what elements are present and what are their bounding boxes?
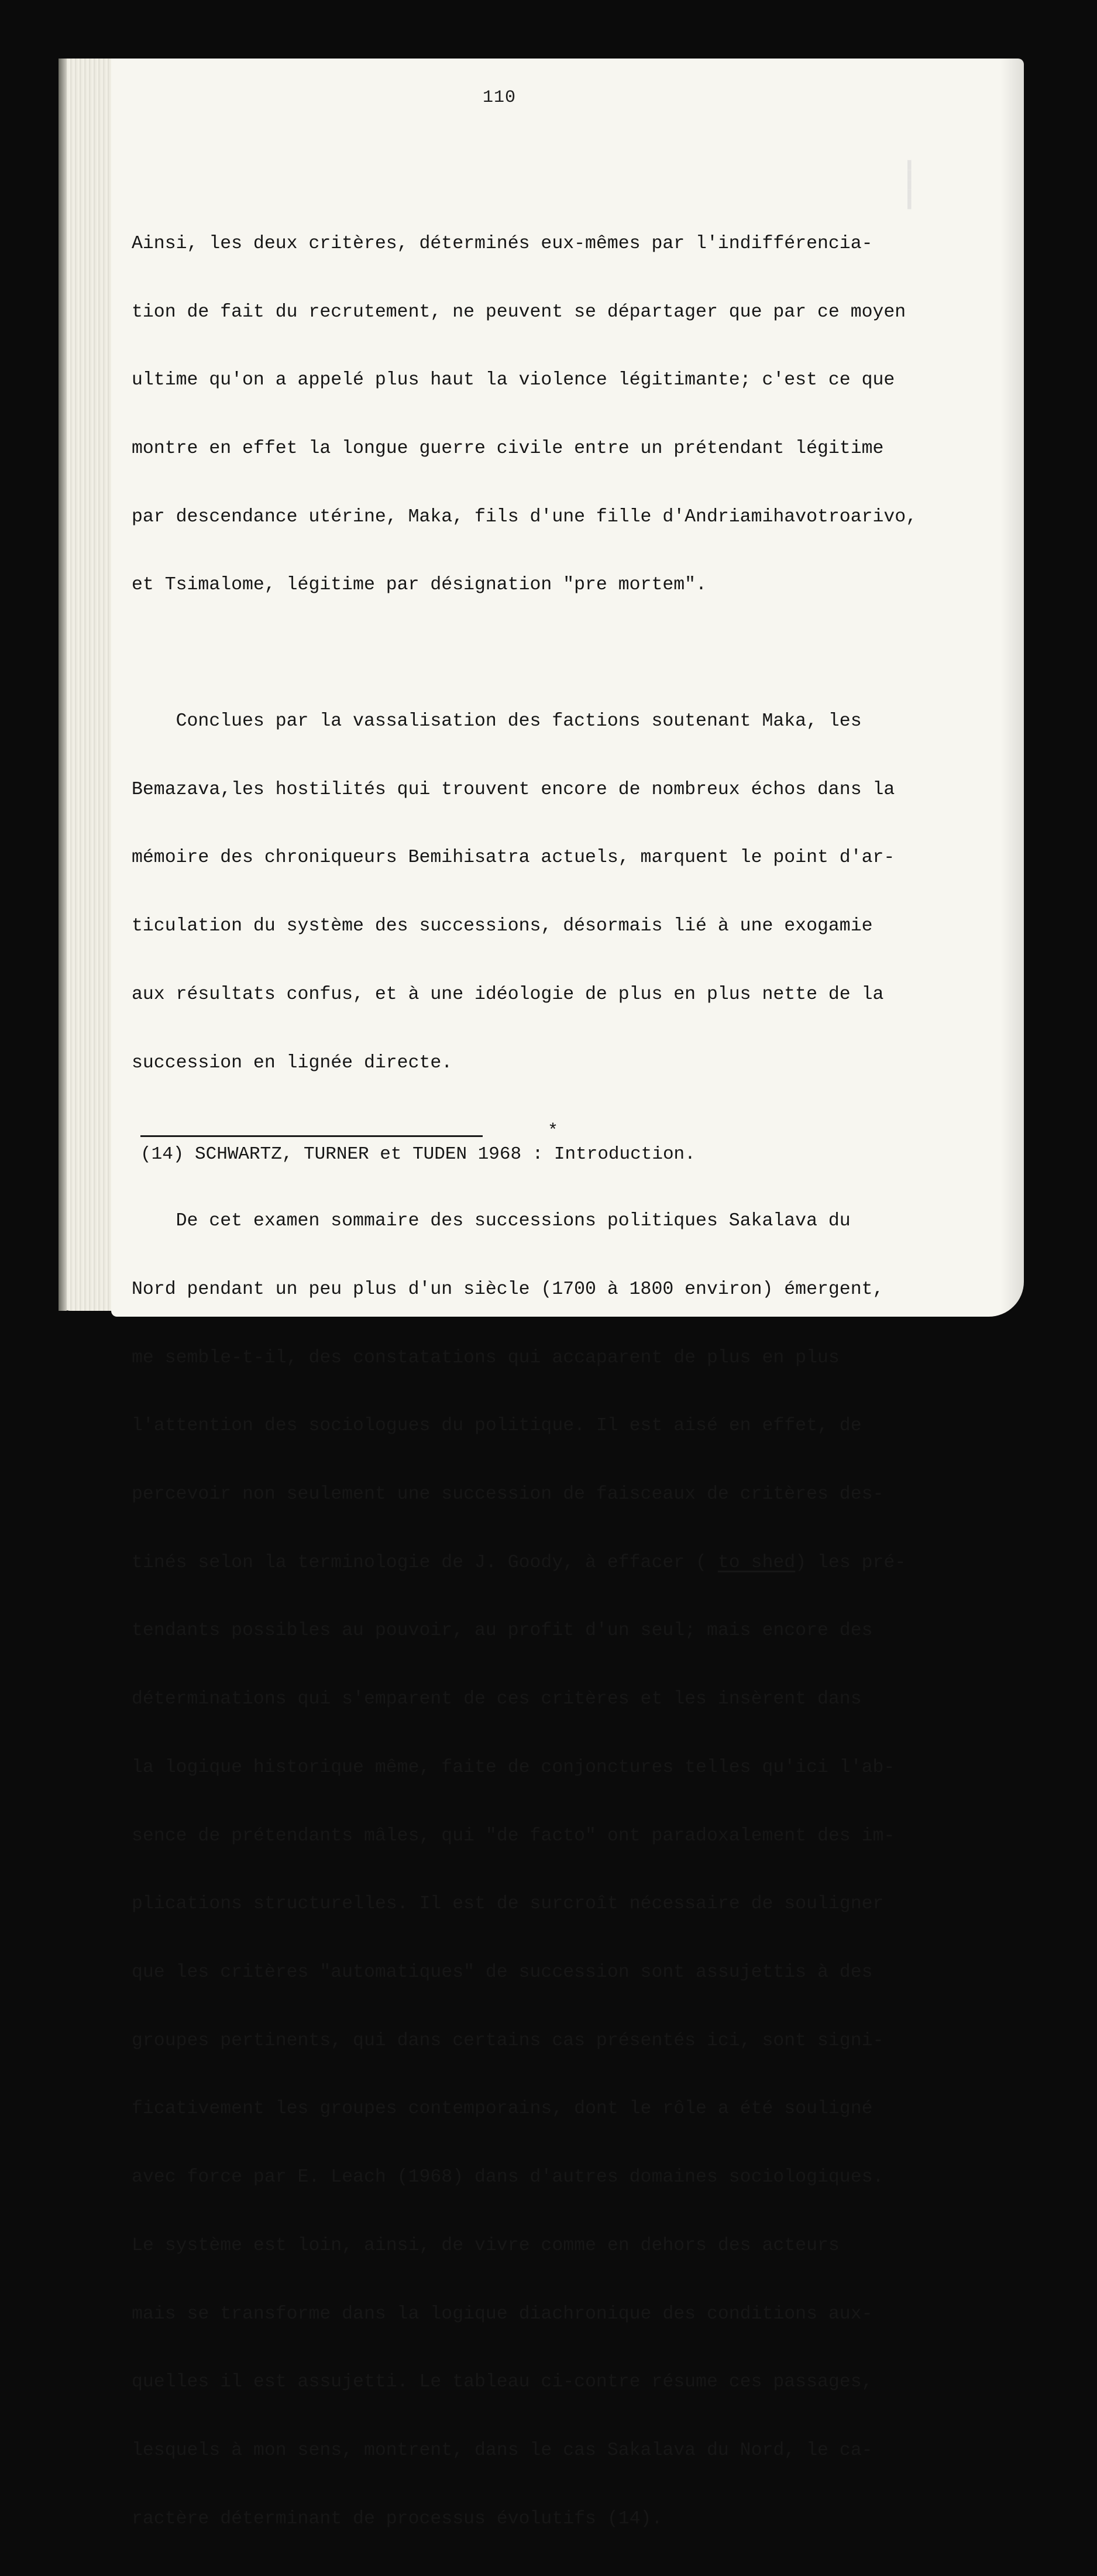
paragraph-2 bbox=[132, 665, 962, 1120]
text-line: mais se transforme dans la logique diachronique des conditions aux- bbox=[132, 2303, 873, 2324]
paragraph-3 bbox=[132, 1165, 962, 2576]
text-line: que les critères "automatiques" de succession sont assujettis à des bbox=[132, 1962, 873, 1983]
text-line: quelles il est assujetti. Le tableau ci-contre résume ces passages, bbox=[132, 2372, 873, 2393]
text-line: avec force par E. Leach (1968) dans d'autres domaines sociologiques. bbox=[132, 2167, 884, 2188]
text-line: l'attention des sociologues du politique. Il est aisé en effet, de bbox=[132, 1416, 862, 1437]
text-line: Conclues par la vassalisation des factions soutenant Maka, les bbox=[132, 710, 862, 731]
text-line: la logique historique même, faite de conjonctures telles qu'ici l'ab- bbox=[132, 1757, 895, 1778]
text-line: par descendance utérine, Maka, fils d'une fille d'Andriamihavotroarivo, bbox=[132, 506, 917, 527]
text-line: ractère déterminant de processus évolutifs (14). bbox=[132, 2508, 663, 2529]
text-line: groupes pertinents, qui dans certains cas présentés ici, sont signi- bbox=[132, 2030, 884, 2051]
text-segment: tinés selon la terminologie de J. Goody, à effacer ( bbox=[132, 1552, 718, 1573]
footnote-divider bbox=[140, 1135, 483, 1137]
text-line: Bemazava,les hostilités qui trouvent encore de nombreux échos dans la bbox=[132, 779, 895, 800]
section-separator: * bbox=[547, 1121, 558, 1142]
text-line: Le système est loin, ainsi, de vivre comme en dehors des acteurs bbox=[132, 2235, 840, 2256]
paragraph-1 bbox=[132, 187, 962, 643]
text-line: mémoire des chroniqueurs Bemihisatra actuels, marquent le point d'ar- bbox=[132, 847, 895, 868]
text-line: De cet examen sommaire des successions politiques Sakalava du bbox=[132, 1211, 851, 1232]
text-line: ticulation du système des successions, désormais lié à une exogamie bbox=[132, 916, 873, 937]
text-line: Nord pendant un peu plus d'un siècle (1700 à 1800 environ) émergent, bbox=[132, 1279, 884, 1300]
main-text bbox=[132, 187, 962, 2576]
text-line: montre en effet la longue guerre civile entre un prétendant légitime bbox=[132, 438, 884, 459]
text-line: aux résultats confus, et à une idéologie de plus en plus nette de la bbox=[132, 984, 884, 1005]
text-line: lesquels à mon sens, montrent, dans le cas Sakalava du Nord, le ca- bbox=[132, 2440, 873, 2461]
text-line: tion de fait du recrutement, ne peuvent se départager que par ce moyen bbox=[132, 301, 906, 322]
page-number: 110 bbox=[483, 88, 517, 108]
text-line: plications structurelles. Il est de surcroît nécessaire de souligner bbox=[132, 1894, 884, 1915]
text-line-with-underline bbox=[132, 1552, 962, 1575]
text-line: sence de prétendants mâles, qui "de facto" ont paradoxalement des im- bbox=[132, 1825, 895, 1846]
text-segment: ) les pré- bbox=[795, 1552, 906, 1573]
text-line: tendants possibles au pouvoir, au profit d'un seul; mais encore des bbox=[132, 1620, 873, 1641]
text-line: ficativement les groupes contemporains, dont le rôle a été souligné bbox=[132, 2098, 873, 2120]
text-line: succession en lignée directe. bbox=[132, 1052, 453, 1073]
text-line: percevoir non seulement une succession de faisceaux de critères des- bbox=[132, 1483, 884, 1505]
footnote: (14) SCHWARTZ, TURNER et TUDEN 1968 : Introduction. bbox=[140, 1144, 696, 1165]
text-line: déterminations qui s'emparent de ces critères et les insèrent dans bbox=[132, 1689, 862, 1710]
text-line: Ainsi, les deux critères, déterminés eux-mêmes par l'indifférencia- bbox=[132, 233, 873, 254]
text-line: me semble-t-il, des constatations qui accaparent de plus en plus bbox=[132, 1347, 840, 1368]
text-line: ultime qu'on a appelé plus haut la violence légitimante; c'est ce que bbox=[132, 370, 895, 391]
text-line: et Tsimalome, légitime par désignation "pre mortem". bbox=[132, 575, 707, 596]
bleed-through-decoration: ▬▬▬▬▬ bbox=[899, 160, 917, 209]
underlined-term: to shed bbox=[717, 1552, 796, 1573]
